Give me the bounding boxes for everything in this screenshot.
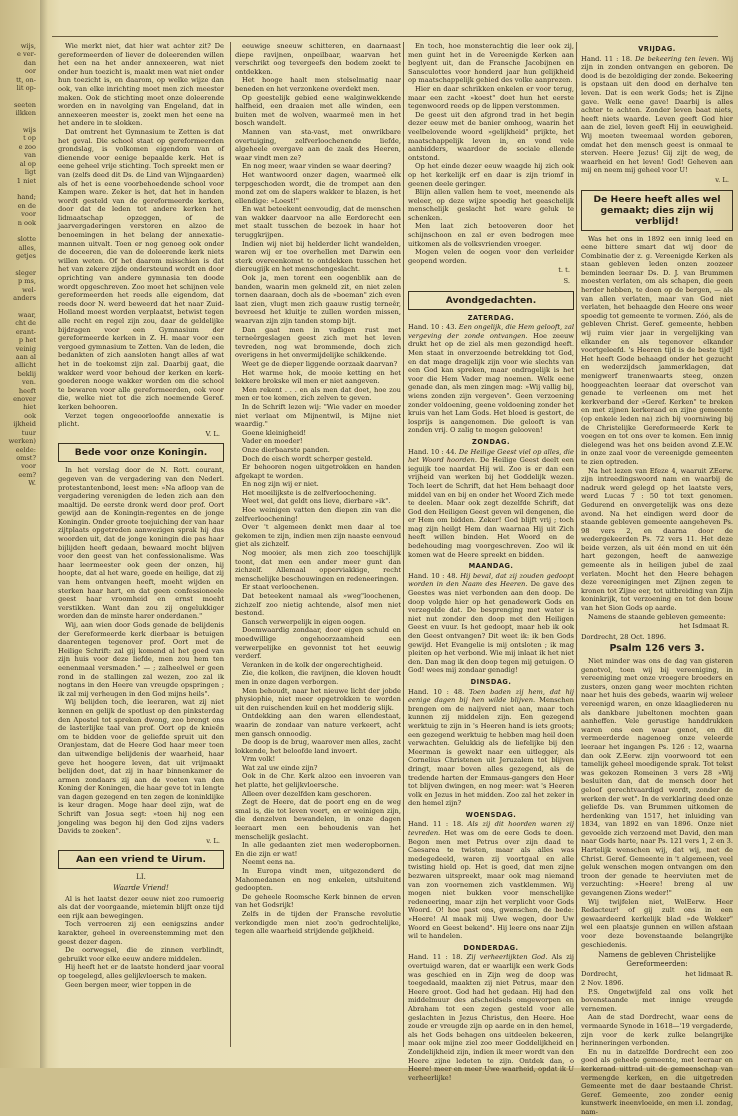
paragraph: En toch, hoe monsterachtig die leer ook zij, men guint het in de Vereenigde Kerken aan beglyent uit, dan de Fransche Jacobijnen en Sansculottes voor honderd jaar hun gelijkheid op maatschappelijk gebied des volke aanprezen. <box>408 42 574 85</box>
paragraph: Namens de staande gebleven gemeente: <box>588 612 726 621</box>
margin-fragment <box>0 227 36 235</box>
signatory-name: het lidmaat R. <box>685 970 733 979</box>
headline-vriend-uirum: Aan een vriend te Uirum. <box>58 850 224 869</box>
paragraph: De doop is de brug, waarover men alles, zacht lokkende, het beloofde land invoert. <box>235 738 401 755</box>
paragraph: Wij belijden toch, die leeraren, wat zij niet kennen en gelijk de spotlust op den pinksterdag den Apostel tot spreken dwong, zoo brengt ons de lasterlijke taal van prof. Oort op de knieën om te bidden voor de geliefde spruit uit den Oranjestam, dat de Heere God haar meer toen dan uitwendige belijdenis der waarheid, haar geve het hoogere leven, dat uit vrijmaakt belijden doet, dat zij in haar binnenkamer de armen zondaars zij aan de voeten van den Koning der Koningen, die haar geve tot in lengte van dagen gezegend en ten zegen de koninklijke is keur dragen. Moge haar deel zijn, wat de Schrift van Josua segt: »toen hij nog een jongeling was begon hij den God zijns vaders Davids te zoeken". <box>58 698 224 836</box>
paragraph: Over 't algemeen denkt men daar al toe gekomen te zijn, indien men zijn naaste eenvoud giet als zichzelf. <box>235 523 401 549</box>
paragraph: Ontdekking aan den waren ellendestaat, waarin de zondaar van nature verkeert, acht men gansch onnoodig. <box>235 712 401 738</box>
day-heading: ZATERDAG. <box>467 313 515 322</box>
margin-fragment: ligt <box>24 168 36 177</box>
paragraph: Goene kleinigheid! <box>242 428 307 437</box>
margin-fragment: dan <box>23 58 36 67</box>
paragraph: En wat beteekent eenvoudig, dat de menschen van wakker daarvoor na alle Eerdorecht een met staalt tusschen de bezoek in haar hot teruggkrijpen. <box>235 205 401 240</box>
paragraph: In de Schrift lezen wij: "Wie vader en moeder niet verlaat om Mijnentwil, is Mijne niet waardig." <box>235 402 401 429</box>
signatory-line <box>581 970 733 979</box>
margin-fragment: hand; <box>17 193 36 202</box>
signatory-name: het Isdmaat R. <box>679 622 729 631</box>
margin-fragment: wel- <box>22 285 36 294</box>
margin-fragment: veinig <box>15 344 36 353</box>
signatory-date: 2 Nov. 1896. <box>581 978 624 987</box>
margin-fragment: W. <box>28 479 36 488</box>
paragraph: Wij twijfelen niet, WelEerw. Heer Redacteur! of gij zult ons in een gewaardeerd kerkelijk blad »de Wekker" wel een plaatsje gunnen en willen afstaan voor deze bovenstaande belangrijke geschiedenis. <box>581 897 733 949</box>
paragraph: Blijn allen vallen hem te voet, meenende als weleer, op deze wijze spoedig het geaschelijk menschelijk geslacht het ware geluk te schenken. <box>408 188 574 222</box>
paragraph: Hij heeft het er de laatste honderd jaar vooral op toegelegd, alles gelijkvloersch te maken. <box>58 963 224 980</box>
margin-fragment: ilkken <box>15 109 36 118</box>
paragraph: Al is het laatst dezer eeuw niet zoo rumoerig als dat der voorgaande, mietemin blijft onze tijd een rijk aan bewegingen. <box>58 894 224 920</box>
margin-fragment: getjes <box>15 252 36 261</box>
margin-fragment: ook <box>24 411 36 420</box>
paragraph: Er behooren nogen uitgetrokken en handen afgekapt te worden. <box>235 463 401 480</box>
paragraph: Nog mooier, als men zich zoo toeschijlijk toont, dat men een ander meer gunt dan zichzelf. Allemaal opperviakkige, recht menschelijke beschouwingen en redeneeringen. <box>235 549 401 583</box>
margin-fragment: e ver- <box>16 50 36 59</box>
margin-fragment: tt, on- <box>16 75 36 84</box>
paragraph: Wij, aan wien door Gods genade de belijdenis der Gereformeerde kerk dierbaar is betuigen daarentegen tegenover prof. Oort met de Heilige Schrift: zal gij komend al het goed van zijn huis voor deze liefde, men zou hem ten eenenmaal versmaden." — ; zalheelwel er geen rond in de stallingen zal wezen, zoo zal ik nogtans in den Heere van vreugde opspringen ; ik zal mij verheugen in den God mijns heils". <box>58 621 224 698</box>
margin-fragment: p het <box>18 336 36 345</box>
signature: V. L. <box>205 429 220 438</box>
margin-fragment: omst? <box>16 453 36 462</box>
margin-fragment: beklij <box>17 369 36 378</box>
paragraph: P.S. Ongetwijfeld zal ons volk het bovenstaande met innige vreugde vernemen. <box>581 987 733 1013</box>
margin-fragment: erant- <box>15 327 36 336</box>
top-rule <box>52 36 718 37</box>
margin-fragment: seeten <box>14 100 36 109</box>
paragraph: Men rekent . . . en als men dat doet, hoe zou men er toe komen, zich zelven te geven. <box>235 385 401 403</box>
margin-fragment: slotte <box>17 235 36 244</box>
paragraph: In het verslag door de N. Rott. courant, gegeven van de vergadering van den Nederl. protestantenbond, leest men: »Na afloop van de vergadering verenigden de leden zich aan den maaltijd. De eerste dronk werd door prof. Oort gewijd aan de Koningin-regentes en de jonge Koningin. Onder groote toejuiching der van haar zijtplaats opgetreden aanwezigen sprak hij dus woorden uit, dat de jonge koningin die pas haar bijlijden heeft gedaan, bewaard mocht blijven voor den geest van het confessionalisme. Was haar leermeester ook geen der onzen, hij hoopte, dat al het ware, goede en heilige, dat zij van hem ontvangen heeft, moeht wijden en sterken haar hart, en dat geen confessioneele geest haar vroomheid en ernst moeht verstikken. Want dan zou zij ongelukkiger worden dan de minste harer onderdanen." <box>58 466 224 621</box>
paragraph: De oorwegsel, die de zinnen verblindt, gebruikt voor elke eeuw andere middelen. <box>58 946 224 963</box>
day-heading: VRIJDAG. <box>638 45 676 53</box>
column-3 <box>408 42 575 1082</box>
margin-fragment: eem? <box>18 470 36 479</box>
paragraph: Dat beteekent namaal als »weg"loochenen, zichzelf zoo nietig achtende, alsof men niet bestond. <box>235 592 401 618</box>
day-text: Hand. 11 : 18. De bekeering ten leven. Wij zijn in zonden ontvangen en geboren. De dood is de bezoldiging der zonde. Bekeering is opstaan uit den dood en derhalve ten leven. Dat is een werk Gods; het is Zijne gave. Welk eene gave! Daarbij is alles achter te achten. Zonder leven baat niets, heeft niets waarde. Leven geeft God hier aan de ziel, leven geeft Hij in eeuwigheid. Wij moeten tweemaal worden geboren, omdat het den mensch geest is onmaal te sterven. Heere Jezus! Gij zijt de weg, de waarheid en het leven! God! Geheven aan mij en neem mij geheel voor U! <box>581 54 734 175</box>
margin-fragment: ven. <box>22 378 36 387</box>
margin-fragment: anders <box>13 294 36 303</box>
paragraph: Men behoudt, naar het nieuwe licht der jobde physiophie, niet meer opgetrokken te worden uit den ruischenden kuil en het modderig slijk. <box>235 686 401 712</box>
margin-fragment: eelde: <box>15 445 36 454</box>
day-text: Hand. 11 : 18. Als zij dit hoorden waren zij tevreden. Het was om de eere Gods te doen. Begon men met Petrus over zijn daad te Caesarea te twisten, maar als alles was medegedeeld, waren zij voortgaal en alle twisting hield op. Het is goed, dat men zijne bezwaren uitspreekt, maar ook mag niemand van zon voornemen zich vastklemmen. Wij mogen niet bukken voor menschelijke redeneering, maar zijn het verplicht voor Gods Woord. O! hoe past ons, gwenschen, de bede: »Heere! Al maak mij Uwe wegen, door Uw Woord en Geest bekend". Hij leere ons naar Zijn wil te handelen. <box>408 820 575 941</box>
article-number: LI. <box>136 873 146 882</box>
margin-fragment: aan al <box>15 353 36 362</box>
margin-fragment: p ms, <box>17 277 36 286</box>
margin-fragment: waar, <box>17 311 36 319</box>
paragraph: En nu in datzelfde Dordrecht een zoo goed als geheele gemeente, met leeraar en kerkeraad uittrad uit de gemeenschap van vermengde kerken, en die uitgetreden Gemeente met de daar bestaande Christ. Geref. Gemeente, zoo zonder eenig kunstwerk ineenvloeide, en men i.l. zondag, nam- <box>581 1047 733 1116</box>
salutation: Waarde Vriend! <box>113 884 169 893</box>
margin-fragment: voor <box>21 210 36 219</box>
margin-fragment: oor <box>24 67 36 76</box>
paragraph: Zie, die kolken, die ravijnen, die kloven houdt men in onze dagen verborgen. <box>235 669 401 686</box>
paragraph: En nog meer, waar vinden se waar deering? <box>242 162 392 171</box>
margin-fragment: wijs, <box>20 42 36 50</box>
day-heading: MAANDAG. <box>468 562 514 571</box>
paragraph: Alleen over dezelfden kam geschoren. <box>242 789 372 798</box>
paragraph: Wie merkt niet, dat hier wat achter zit? De gereformeerden of liever de doleerenden willen het een na het ander annexeeren, wat niet onder hun toezicht is, maakt men wat niet onder hun toezicht is, en daarom, op welke wijze dan ook, van elke inrichting moet men zich meester maken. Ook de stichting moet onze doleerende worden en in navolging van Engeland, dat in annexeeren meester is, zoekt men het eene na het andere in te slokken. <box>58 42 224 128</box>
paragraph: Mogen velen de oogen voor den verleider geopend worden. <box>408 248 574 265</box>
paragraph: Op het einde dezer eeuw waagde hij zich ook op het kerkelijk erf en daar is zijn triomf in geenen deele geringer. <box>408 162 574 188</box>
paragraph: Ook in de Chr. Kerk alzoo een invoeren van het platte, het gelijkvloersche. <box>235 772 401 790</box>
paragraph: Toch verroeren zij een eenigszins ander karakter, geheel in overeenstemming met den geest dezer dagen. <box>58 920 224 946</box>
paragraph: Doch de eisch wordt scherper gesteld. <box>242 454 373 463</box>
paragraph: In Europa vindt men, uitgezonderd de Mahomedanen en nog enkelen, uitsluitend gedoopten. <box>235 867 401 893</box>
paragraph: Het moeilijkste is de zelfverloochening. <box>242 488 377 497</box>
margin-fragment: alles, <box>18 243 36 252</box>
day-heading: DINSDAG. <box>470 677 512 686</box>
paragraph: De geest uit den afgrond trad in het begin dezer eeuw met de banier omhoog, waarin het veelbelovende woord »gelijkheid" prijkte, het maatschappelijk leven in, en vond vele aanbidders, waardoor de sociale ellende ontstond. <box>408 110 574 162</box>
margin-fragment: allicht <box>15 361 36 370</box>
paragraph: Niet minder was ons de dag van gisteren genotvol, toen wij bij vereeniging, in vereeniging met onze vroegere broeders en zusters, onzen gang weer mochten richten naar het huis des gebeds, waarin wij weleer vereenigd waren, en onze klaagliederen nu als dankbare jubeltonen mochten gaan aanheffen. Vele gerustige handdrukken waren ons een waar genot, en dit vermeerderde nagenoeg onze veleerde leeraar het ingangen Ps. 126 : 12, waarna dan ook Z.Eerw. zijn voorwoord tot een tamelijk geheel moedigende sprak. Tot tekst was gekozen Romeinen 3 vers 28 »Wij besluiten dan, dat de mensch door het geloof gerechtvaardigd wordt, zonder de werken der wet". In de verklaring deed onze geliefde Ds. van Brummen uitkomen de herdenking van 1517, het inluiding van 1834, van 1892 en van 1896. Onze niet gevoelde zich verzoend met David, den man naar Gods harte, naar Ps. 121 vers 1, 2 en 3. Hartelijk wenschen wij, dat wij, met de Christ. Geref. Gemeente in 't algemeen, veel geluk wenschen mogen ontvangen om den troon der genade te heerviuten met de verzuchting: »Heere! breng al uw gevangenen Zions weder!" <box>581 657 733 898</box>
paragraph: Indien wij niet bij helderder licht wandelden, waren wij er toe overhellen met Darwin een sterk overeenkomst to ontdekken tusschen het diereugijk en het menschengeslacht. <box>235 239 401 274</box>
day-text: Hand. 11 : 18. Zij verheerlijkten God. Als zij overtuigd waren, dat er waarlijk een werk Gods was geschied en in Zijn weg de doop was toegedaald, maakten zij niet Petrus, maar den Heere groot. God had het gedaan. Hij had den middelmuur des afscheidsels omgeworpen en Abraham tot een zegen gesteld voor alle geslachten in Jezus Christus, den Heere. Hoe zoude er vreugde zijn op aarde en in den hemel, als het Gods behagen ons uitdeelen bekeeren, maar ook mijne ziel zoo meer Goddelijkheid en Zondelijkheid zijn, indien ik meer wordt van den Heere zijne ledeten te zijn. Ontdek dan, o Heere! meer en meer Uwe waarheid, opdat ik U verheerlijke! <box>408 953 575 1082</box>
paragraph: Geen bergen meer, wier toppen in de <box>65 980 192 989</box>
paragraph: Verzet tegen ongeoorloofde annexatie is plicht. <box>58 411 224 429</box>
margin-fragment: lit op- <box>16 84 36 93</box>
margin-fragment: hiet <box>23 403 36 412</box>
paragraph: En nog zijn wij er niet. <box>242 480 319 489</box>
paragraph: Hier en daar schrikken enkelen er voor terug, maar een zacht »koest" doet hun het eerste tegenwoord reeds op de lippen verstommen. <box>408 84 574 111</box>
paragraph: Doemwaardig zondaar, door eigen schuld en moedwillige ongehoorzaamheid een verwerpelijke en gevonnist tot het eeuwig verderf. <box>235 626 401 661</box>
margin-fragment: tuur <box>21 428 36 437</box>
paragraph: Zelfs in de tijden der Fransche revolutie verkondigde men niet zoo'n gedrochtelijke, tegen alle waarheid strijdende geljkheid. <box>235 909 401 936</box>
signature-letter: S. <box>563 277 570 286</box>
margin-fragment: 1 niet <box>16 176 36 185</box>
paragraph: Vader en moeder! <box>242 437 303 446</box>
day-text: Hand. 10 : 43. Een ongelijk, die Hem gelooft, zal vergeving der zonde ontvangen. Hoe zeeuw drukt het op de ziel als men gezondigd heeft. Men staat in onverzoende betrekking tot God, en dat mage dragelijk zijn voor wie slechts van een God kan spreken, maar ondragelijk is het voor die Hem Vader mag noemen. Welk eene genade dan, als men zingen mag: »Wij vallig bij, wiens zonden zijn vergeven". Geen verzoening zonder voldoening, geene voldoening zonder het kruis van het Lam Gods. Het bloed is gestort, de losprijs is aangenomen. Die gelooft is van zonden vrij. O zalig te mogen gelooven! <box>408 323 574 435</box>
headline-avondgedachten: Avondgedachten. <box>408 291 574 310</box>
headline-bede-koningin: Bede voor onze Koningin. <box>58 443 224 462</box>
margin-fragment: e zoo <box>18 142 36 151</box>
psalm-heading: Psalm 126 vers 3. <box>609 643 705 655</box>
paragraph: Dan gaat men in vadigen rust met terneêrgeslagen geest zich met het leven tevreden, nog wat brommende, doch zich overigens in het onvermijdelijke schikkende. <box>235 325 401 360</box>
margin-fragment: n ook <box>17 218 36 227</box>
paragraph: Vrm volk! <box>242 755 276 764</box>
paragraph: Weet wel, dat geldt ons lieve, dierbare »ik". <box>242 497 391 506</box>
paragraph: Aan de stad Dordrecht, waar eens de vermaarde Synode in 1618—'19 vergaderde, zijn voor de kerk zulke belangrijke herinneringen verbonden. <box>581 1013 733 1048</box>
paragraph: Het wantwoord onzer dagen, waarmeê elk terpgeschoden wordt, die de trompet aan den mond zet om de slapers wakker te blazen, is het ellendige: »Loest!" <box>235 170 401 205</box>
previous-page-margin <box>0 42 36 1052</box>
margin-fragment: sleger <box>15 268 36 277</box>
paragraph: Ook ja, men torent een oogenblik aan de banden, waarin men gekneld zit, en niet zelen tornen daaraan, doch als de »boeman" zich even laat zien, vlugt men zich gaauw rustig terneêr, bevreesd het kluitje te zullen worden missen, waarvan zijn zijn tanden stomp bijt. <box>235 274 401 325</box>
paragraph: Mannen van sta-vast, met onwrikbare overtuiging, zelfverloochenende liefde, algeheele overgave aan de zaak des Heeren, waar vindt men ze? <box>235 127 401 162</box>
margin-fragment <box>0 118 36 126</box>
paragraph: Zegt de Heere, dat de poort eng en de weg smal is, die tot leven voert, en er weinigen zijn, die denzelven bewandelen, in onze dagen leeraart men een behoudenis van het menschelijk geslacht. <box>235 798 401 841</box>
day-heading: DONDERDAG. <box>463 943 519 952</box>
paragraph: Op geestelijk gebied eene walginwekkende halfheid, een draaien met alle winden, een buiten met de wolven, waarmeê men in het bosch wandelt. <box>235 93 401 128</box>
paragraph: Er staat verloochenen. <box>242 583 319 592</box>
signature: v. L. <box>715 175 729 184</box>
paragraph: Neemt eens na. <box>242 858 296 867</box>
paragraph: Hoe weinigen vatten den diepen zin van die zelfverloochening! <box>235 506 401 523</box>
column-2 <box>235 42 401 1052</box>
day-text: Hand. 10 : 48. Hij beval, dat zij zouden gedoopt worden in den Naam des Heeren. De gave des Geestes was niet verbonden aan den doop. De doop volgde hier op het genadewerk Gods en verzegelde dat. De besprenging met water is niet nut zonder den doop met den Heiligen Geest en vuur. Is het gedoopt, maar heb ik ook den Geest ontvangen? Dit weet ik: ik ben Gods gewijd. Het Evangelie is mij ontsloten ; ik mag pleiten op het verbond. Wie mij inlaat ik het niet den. Dan mag ik den doop tegen mij getuigen. O God! wees mij zondaar genadig! <box>408 571 575 675</box>
day-heading: WOENSDAG. <box>465 810 517 819</box>
paragraph: Veranken in de kolk der ongerechtigheid. <box>242 660 383 669</box>
margin-fragment: enover <box>13 395 36 404</box>
paragraph: Men laat zich betooveren door het schijnschoon en zal er even bedrogen mee uitkomen als de volksvrienden vroeger. <box>408 222 574 248</box>
paragraph: Weet ge de dieper liggende oorzaak daarvan? <box>242 359 398 368</box>
margin-fragment: cht de <box>15 319 36 328</box>
margin-fragment: wijs <box>22 126 36 135</box>
paragraph: Het warme hok, de mooie ketting en het lekkere brokske wil men er niet aangeven. <box>235 368 401 386</box>
paragraph: eeuwige sneeuw schitteren, en daarnaast diepe ravijnen, onpeilbaar, waarvan het verschrikt oog tevergeefs den bodem zoekt te ontdekken. <box>235 42 401 76</box>
margin-fragment: werken) <box>8 437 36 446</box>
column-4 <box>581 42 734 1116</box>
paragraph: De geheele Roomsche Kerk binnen de erven van het Godsrijk! <box>235 892 401 910</box>
margin-fragment <box>0 303 36 311</box>
paragraph: Was het ons in 1892 een innig leed en eene bittere smart dat wij door de Combinatie der z. g. Vereenigde Kerken als staan gebleven leden onzen zoozeer beminden leeraar Ds. D. J. van Brummen moesten verlaten, om als schapen, die geen herder hebben, te doen op de bergen, — als van allen verlaten, maar van God niet verlaten, het behaagde den Heere ons weer spoedig tot gemeente te vormen. Zóó, als de gebleven Christ. Geref. gemeente, hebben wij ruim vier jaar in vergelijking van elkander en als tegenover elkander voortgeleefd. 's Heeren tijd is de beste tijd! Het heeft Gode behaagd onder het gezucht en wederzijdsch jammerklagen, dat menigwerf tranenwaarts steeg, onzen hooggeachten leeraar dat overschot van genade te verleenen om met het kerkverband der »Geref. Kerken" te breken en met zijnen kerkeraad en zijne gemeente (op enkele leden na) zich bij voorniwing bij de Christelijke Gereformeerde Kerk te voegen en tot ons over te komen. Een innig dielegend was het ons beiden avond Z.E.W. in onze zaal voor de vereenigde gemeenten te zien optreden. <box>581 234 733 466</box>
paragraph: Dat omtrent het Gymnasium te Zetten is dat het geval. Die school staat op gereformeerden grondslag, is volkomen eigendom van of dienende voor eenige bepaalde kerk. Het is eene geheel vrije stichting. Toch spreekt men er van (zelfs deed dit Ds. de Lind van Wijngaarden) als of het is eene voorbehoedende school voor Kampen ware. Zeker is het, dat het in handen wordt gesteld van de gereformeerde kerken, door dat de leden tot andere kerken het lidmaatschap opzeggen, of de jaarvergaderingen verstoren en alzoo de benoemingen in het belang der annexatie-mannen uitvalt. Toen er nog genoeg ook onder de doceeren, die van de doleerende kerk niets willen weten. Of het daarom misschien is dat het van zekere zijde ondersteund wordt en door oprichting van andere gymnasia ten doode wordt opgeschreven. Zoo moet het schijnen vele gereformeerden het reeds alle eigendom, dat reeds door N. werd beweerd dat het naar Zuid-Holland moest worden verplaatst, betwist tegen alle recht en regel zijn zou, daar de geldelijke bijdragen voor een Gymnasium der gereformeerde kerken in Z. H. maar voor een vergoed gymnasium te Zetten. Van de leden, die bedankten of zich aansloten hangt alles af wat het in de toekomst zijn zal. Daarbij gaat, die wakker werd voor behoud der kerken en kerk-goederen nooge wakker worden om die school te bewaren voor alle gereformeerden, ook voor die, welke niet tot die zich noemende Geref. kerken behooren. <box>58 127 224 411</box>
margin-fragment: t op <box>23 134 36 143</box>
margin-fragment <box>0 261 36 269</box>
margin-fragment: heeft <box>18 386 36 395</box>
paragraph: Onze dierbaarste panden. <box>242 445 330 454</box>
column-rule <box>576 42 577 1047</box>
day-text: Hand. 10 : 48. Toen baden zij hem, dat hij eenige dagen bij hen wilde blijven. Menschen brengen om de naijverd niet aan, maar toch kunnen zij middelen zijn. Een gezegend werktuig te zijn in 's Heeren hand is iets groots; een gezegend werktuig te hebben mag heil doen verwachten. Gelukkig als de liefelijke bij den Meerman is gewekt naar een uitlegger, als Cornelius Christenen uit Jeruzalem tot blijven dringt, maar boven alles gezegend, als de tredende harten der Emmaus-gangers den Heer tot blijven dwingen, en nog meer: wat 's Heeren volk en Jezus in het midden. Zoo zal het zeker in den hemel zijn? <box>408 687 574 808</box>
place-date: Dordrecht, 28 Oct. 1896. <box>581 632 666 641</box>
margin-fragment: van <box>24 151 36 160</box>
margin-fragment: en de <box>17 201 36 210</box>
signatory-heading: Namens de gebleven Christelijke Gereformeerden: <box>598 951 716 968</box>
paragraph: Het hooge haalt men stelselmatig naar beneden en het verzonkene overdekt men. <box>235 76 401 93</box>
margin-fragment: al op <box>19 159 36 168</box>
margin-fragment: voor <box>21 462 36 471</box>
page-fold-shadow <box>40 0 48 1068</box>
paragraph: Gansch verwerpelijk in eigen oogen. <box>242 617 366 626</box>
paragraph: Na het lezen van Efeze 4, waaruit ZEerw. zijn intreedingswoord nam en waarbij de nadruk werd gelegd op het laatste vers, werd Lucas 7 : 50 tot text genomen. Gedurend en onvergetelijk was ons deze avond. Na het eindigen werd door de staande gebleven gemeente aangeheven Ps. 98 vers 2, en daarna door de wedergekeerden Ps. 72 vers 11. Het deze beide verzen, als uit één mond en uit één hart gezongen, heeft de aanwezige gemeente als in heiligen jubel de zaal verlaten. Mocht het den Heere behagen deze vereenigingen met Zijnen zegen te kronen tot Zijne eer, tot uitbreiding van Zijn koninkrijk, tot verzoening en tot den bouw van het Sion Gods op aarde. <box>581 466 733 613</box>
paragraph: In alle gedaanten ziet men wederopbornen. En die zijn er wat! <box>235 841 401 858</box>
margin-fragment <box>0 185 36 193</box>
day-text: Hand. 10 : 44. De Heilige Geest viel op alles, die het Woord hoorden. De Heilige Geest deelt een ieguijk toe naardat Hij wil. Zoo is er dan een vrijheid van werken bij het Goddelijk wezen. Toch leert de Schrift, dat het Hem behaagt door middel van en bij en onder het Woord Zich mede te deelen. Maar ook zegt dezelfde Schrift, dat God den Heiligen Geest geven wil dengenen, die er Hem om bidden. Zeker! God blijft vrij ; toch mag zijn heilgt Hem dan waarnaa Hij uit Zich heeft willen binden. Het Woord en de bedehouding mag voorgeschreven. Zoo wil ik komen wat de Heere spreekt en bidden. <box>408 447 575 559</box>
signature: v. L. <box>206 836 220 845</box>
signature-initials: t. t. <box>558 266 570 275</box>
column-1 <box>58 42 224 1052</box>
column-rule <box>230 42 231 1047</box>
margin-fragment: ijkheid <box>13 420 36 429</box>
headline-heere-alles-wel: De Heere heeft alles wel gemaakt; dies zijn wij verblijd! <box>581 190 733 231</box>
paragraph: Wat zal uw einde zijn? <box>242 763 318 772</box>
day-heading: ZONDAG. <box>472 437 510 446</box>
column-rule <box>403 42 404 1047</box>
margin-fragment <box>0 92 36 100</box>
signatory-place: Dordrecht, <box>581 970 618 979</box>
